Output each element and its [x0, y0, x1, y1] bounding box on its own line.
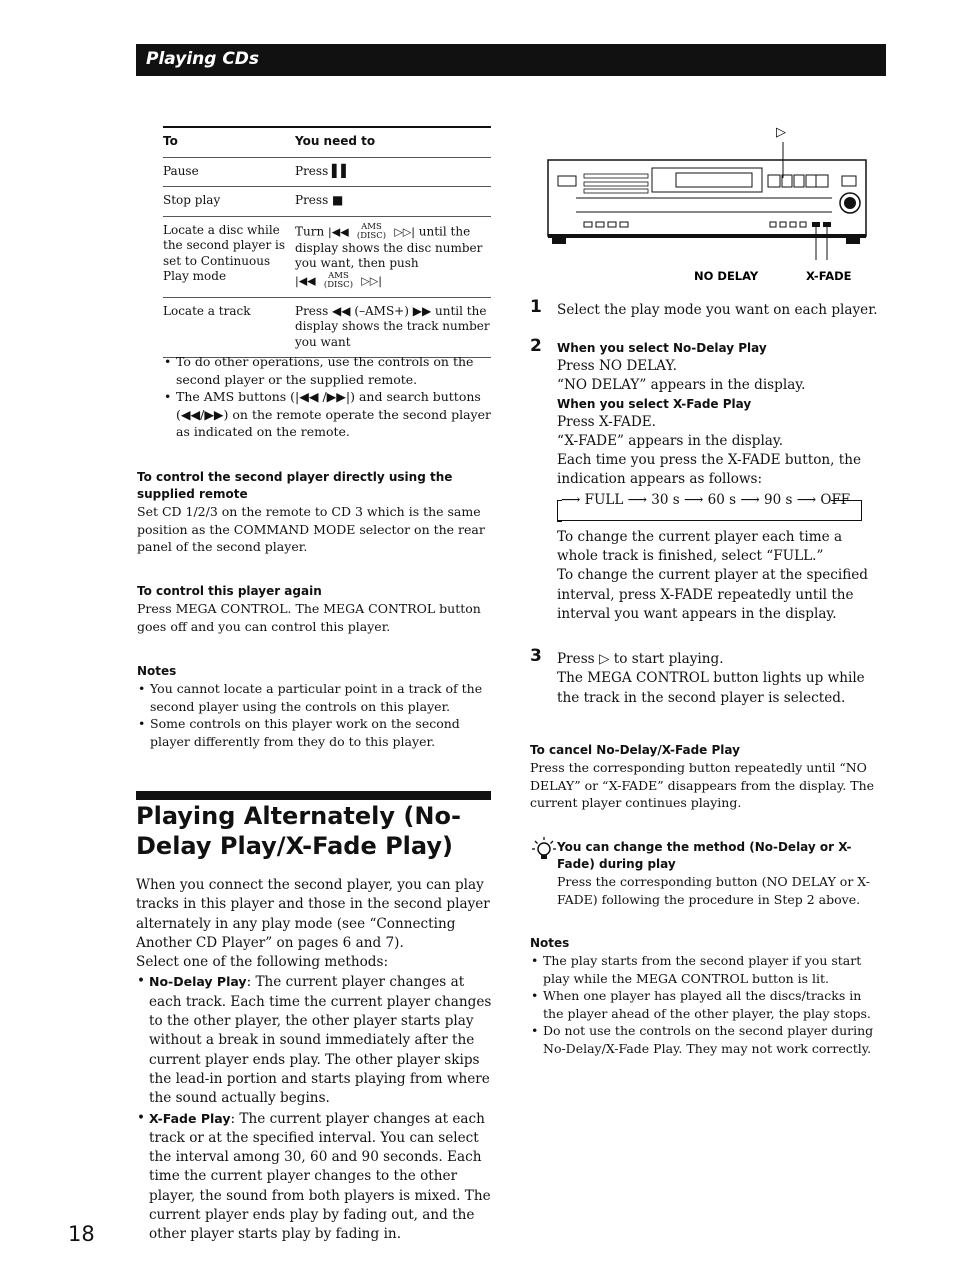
step-2-line: “X-FADE” appears in the display.: [557, 432, 784, 449]
step-number: 2: [530, 336, 542, 356]
notes-left: [137, 663, 492, 750]
section-header-bar: [136, 44, 886, 76]
table-text: Turn: [295, 224, 325, 238]
arrow-right-icon: ⟶: [796, 491, 817, 508]
next-track-icon: ▷▷|: [394, 225, 415, 238]
page-number: 18: [68, 1222, 95, 1246]
step-2-line: Press NO DELAY.: [557, 358, 677, 374]
next-track-icon: ▷▷|: [361, 274, 382, 287]
table-cell: Press ■: [295, 193, 344, 207]
remote-heading: To control the second player directly using the supplied remote: [137, 470, 453, 501]
intro-paragraph: Select one of the following methods:: [136, 954, 389, 971]
table-cell: Press ▌▌: [295, 163, 351, 178]
tip-heading: You can change the method (No-Delay or X-Fade) during play: [557, 840, 852, 871]
control-again-heading: To control this player again: [137, 584, 322, 598]
list-item: • The AMS buttons (|◀◀ /▶▶|) and search buttons (◀◀/▶▶) on the remote operate the second player as indicated on the remote.: [163, 388, 493, 441]
table-row: [163, 157, 491, 187]
method-text: : The current player changes at each track or at the specified interval. You can select the interval among 30, 60 and 90 seconds. Each time the current player changes to the other player, the sound from both players is mixed. The current player ends play by fading out, and the other player starts play by fading in.: [149, 1110, 491, 1243]
method-name: No-Delay Play: [149, 974, 247, 990]
intro-paragraph: When you connect the second player, you can play tracks in this player and those in the second player alternately in any play mode (see “Connecting Another CD Player” on pages 6 and 7).: [136, 877, 490, 951]
cancel-text: Press the corresponding button repeatedly until “NO DELAY” or “X-FADE” disappears from the display. The current player continues playing.: [530, 760, 875, 810]
table-cell: Locate a disc while the second player is set to Continuous Play mode: [163, 222, 285, 283]
intro-section: [136, 876, 496, 1245]
table-notes-list: [163, 353, 493, 441]
xfade-cycle-diagram: [557, 490, 861, 528]
step-3-text: to start playing.: [613, 651, 724, 667]
list-item: [136, 972, 496, 1108]
prev-track-icon: |◀◀: [295, 274, 316, 287]
control-again-section: [137, 583, 492, 635]
cancel-section: [530, 742, 890, 812]
method-name: X-Fade Play: [149, 1110, 231, 1126]
table-header-row: [163, 128, 491, 157]
step-3-section: [557, 650, 887, 708]
col-header-need: You need to: [295, 134, 376, 148]
table-cell: Stop play: [163, 193, 221, 207]
arrow-right-icon: ⟶: [627, 491, 647, 508]
table-row: [163, 297, 491, 358]
list-item: • When one player has played all the discs/tracks in the player ahead of the other player, the play stops.: [530, 987, 875, 1022]
step-2-line: Press X-FADE.: [557, 413, 656, 430]
step-2-line: To change the current player at the specified interval, press X-FADE repeatedly until the interval you want appears in the display.: [557, 567, 869, 622]
table-row: [163, 216, 491, 297]
step-3-line: [557, 650, 887, 669]
ams-disc-label: AMS (DISC): [323, 270, 354, 290]
table-cell: Press ◀◀ (–AMS+) ▶▶ until the display shows the track number you want: [295, 303, 490, 349]
step-2-heading: When you select No-Delay Play: [557, 341, 767, 355]
title-rule: [136, 791, 491, 800]
cycle-value: FULL: [584, 491, 624, 508]
notes-heading: Notes: [137, 664, 177, 678]
table-row: [163, 187, 491, 217]
section-title: Playing CDs: [146, 49, 260, 69]
cd-player-diagram: [540, 120, 880, 290]
step-3-text: Press: [557, 651, 595, 667]
list-item: • Do not use the controls on the second player during No-Delay/X-Fade Play. They may not work correctly.: [530, 1022, 875, 1057]
cycle-value: OFF: [820, 491, 851, 508]
cycle-value: 60 s: [707, 491, 737, 508]
cancel-heading: To cancel No-Delay/X-Fade Play: [530, 743, 740, 757]
notes-heading: Notes: [530, 936, 570, 950]
x-fade-label: X-FADE: [806, 269, 852, 283]
page-title: Playing Alternately (No-Delay Play/X-Fade Play): [136, 802, 461, 860]
step-1-text: Select the play mode you want on each player.: [557, 302, 878, 318]
table-cell: Pause: [163, 163, 199, 178]
notes-list: [137, 680, 492, 750]
operations-table: [163, 128, 491, 358]
methods-list: [136, 972, 496, 1244]
arrow-right-icon: ⟶: [740, 491, 760, 508]
step-2-line: “NO DELAY” appears in the display.: [557, 377, 806, 394]
no-delay-label: NO DELAY: [694, 269, 759, 283]
step-number: 3: [530, 646, 542, 666]
table-text: until the display shows the disc number you want, then push: [295, 224, 483, 270]
table-cell: Locate a track: [163, 303, 251, 318]
play-icon: ▷: [776, 125, 786, 140]
method-text: : The current player changes at each track. Each time the current player changes to the other player, the other player starts play without a break in sound immediately after the current player ends play. The other player skips the lead-in portion and starts playing from where the sound actually begins.: [149, 974, 492, 1107]
step-2-line: To change the current player each time a whole track is finished, select “FULL.”: [557, 528, 843, 565]
step-number: 1: [530, 297, 542, 317]
remote-text: Set CD 1/2/3 on the remote to CD 3 which is the same position as the COMMAND MODE selector on the rear panel of the second player.: [137, 504, 485, 554]
operations-table-wrap: [163, 126, 491, 358]
step-3-line: The MEGA CONTROL button lights up while the track in the second player is selected.: [557, 670, 865, 706]
arrow-right-icon: ⟶: [684, 491, 704, 508]
list-item: [136, 1109, 496, 1245]
cycle-value: 30 s: [651, 491, 680, 508]
step-2-heading: When you select X-Fade Play: [557, 396, 752, 411]
list-item: • You cannot locate a particular point in a track of the second player using the controls on this player.: [137, 680, 492, 715]
table-cell: [295, 216, 491, 297]
notes-list: [530, 952, 875, 1057]
tip-text: Press the corresponding button (NO DELAY or X-FADE) following the procedure in Step 2 above.: [557, 874, 870, 907]
tip-section: [557, 839, 887, 908]
tip-bulb-icon: [532, 836, 556, 862]
ams-disc-label: AMS (DISC): [356, 221, 387, 241]
cd-player-illustration: [548, 142, 866, 260]
play-icon: ▷: [598, 651, 610, 667]
cycle-value: 90 s: [764, 491, 793, 508]
prev-track-icon: |◀◀: [328, 225, 349, 238]
list-item: • Some controls on this player work on the second player differently from they do to this player.: [137, 715, 492, 750]
arrow-right-icon: ⟶: [561, 491, 581, 508]
list-item: • The play starts from the second player if you start play while the MEGA CONTROL button is lit.: [530, 952, 875, 987]
remote-section: [137, 469, 492, 556]
step-2-line: Each time you press the X-FADE button, the indication appears as follows:: [557, 452, 862, 488]
xfade-cycle: [561, 491, 850, 510]
control-again-text: Press MEGA CONTROL. The MEGA CONTROL button goes off and you can control this player.: [137, 601, 481, 634]
step-2-section: [557, 340, 887, 624]
notes-right: [530, 935, 875, 1057]
col-header-to: To: [163, 134, 178, 148]
list-item: • To do other operations, use the controls on the second player or the supplied remote.: [163, 353, 493, 388]
